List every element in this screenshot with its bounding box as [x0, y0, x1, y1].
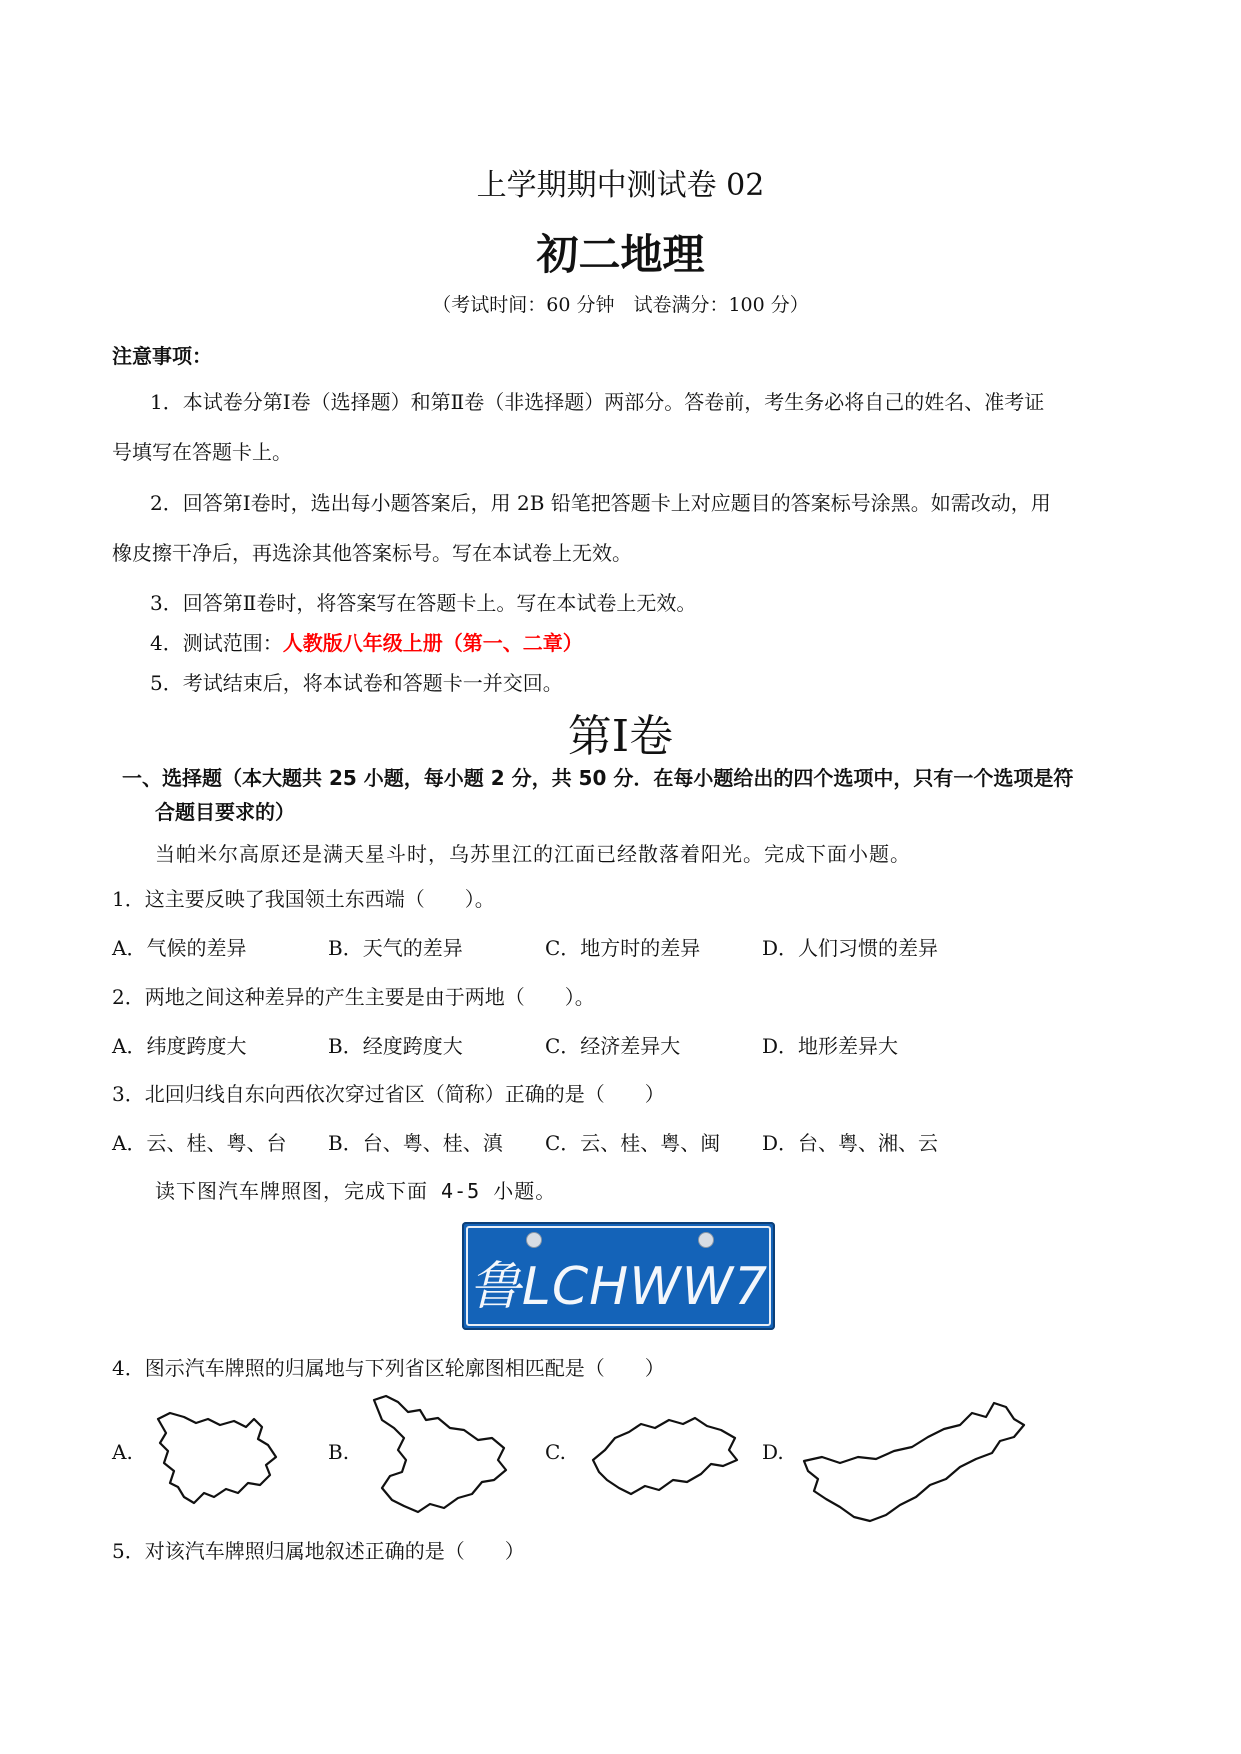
question-1-option-c: C．地方时的差异	[545, 936, 701, 960]
province-outline-a-icon	[150, 1405, 285, 1515]
question-2-option-b: B．经度跨度大	[328, 1034, 463, 1058]
question-2-option-d: D．地形差异大	[762, 1034, 899, 1058]
question-3-option-d: D．台、粤、湘、云	[762, 1131, 939, 1155]
question-4-option-d-label: D.	[762, 1440, 784, 1464]
notice-item-4	[150, 627, 583, 656]
question-1-stem: 1．这主要反映了我国领土东西端（ ）。	[112, 887, 495, 911]
notice-item-4-prefix: 4．测试范围：	[150, 631, 283, 655]
question-2-option-a: A．纬度跨度大	[112, 1034, 247, 1058]
test-scope: 人教版八年级上册（第一、二章）	[282, 631, 583, 655]
part-heading-line-2: 合题目要求的）	[155, 800, 295, 824]
question-4-option-b-label: B.	[328, 1440, 350, 1464]
notice-item-1-line-2: 号填写在答题卡上。	[112, 440, 292, 464]
province-outline-c-icon	[585, 1410, 745, 1505]
exam-meta: （考试时间：60 分钟 试卷满分：100 分）	[432, 294, 809, 316]
question-3-stem: 3．北回归线自东向西依次穿过省区（简称）正确的是（ ）	[112, 1082, 665, 1106]
question-2-stem: 2．两地之间这种差异的产生主要是由于两地（ ）。	[112, 985, 595, 1009]
question-3-option-a: A．云、桂、粤、台	[112, 1131, 287, 1155]
notice-item-3: 3．回答第Ⅱ卷时，将答案写在答题卡上。写在本试卷上无效。	[150, 591, 697, 615]
notice-item-2-line-1: 2．回答第Ⅰ卷时，选出每小题答案后，用 2B 铅笔把答题卡上对应题目的答案标号涂黑。如需改动，用	[150, 491, 1051, 515]
exam-title: 上学期期中测试卷 02	[476, 168, 765, 203]
question-1-option-a: A．气候的差异	[112, 936, 247, 960]
province-outline-d-icon	[800, 1395, 1030, 1535]
question-2-option-c: C．经济差异大	[545, 1034, 681, 1058]
question-4-option-a-label: A.	[112, 1440, 133, 1464]
question-4-option-c-label: C.	[545, 1440, 566, 1464]
question-3-option-b: B．台、粤、桂、滇	[328, 1131, 503, 1155]
question-1-option-b: B．天气的差异	[328, 936, 463, 960]
question-5-stem: 5．对该汽车牌照归属地叙述正确的是（ ）	[112, 1539, 525, 1563]
question-3-option-c: C．云、桂、粤、闽	[545, 1131, 721, 1155]
figure-intro: 读下图汽车牌照图，完成下面 4-5 小题。	[155, 1179, 557, 1203]
notice-item-2-line-2: 橡皮擦干净后，再选涂其他答案标号。写在本试卷上无效。	[112, 541, 632, 565]
license-plate-image	[462, 1222, 775, 1330]
part-heading-line-1: 一、选择题（本大题共 25 小题，每小题 2 分，共 50 分．在每小题给出的四个选项中，只有一个选项是符	[122, 766, 1074, 790]
section-title: 第Ⅰ卷	[567, 711, 674, 762]
question-4-stem: 4．图示汽车牌照的归属地与下列省区轮廓图相匹配是（ ）	[112, 1356, 665, 1380]
plate-number: 鲁LCHWW7	[468, 1257, 769, 1317]
notice-heading: 注意事项：	[112, 344, 212, 368]
question-1-option-d: D．人们习惯的差异	[762, 936, 939, 960]
province-outline-b-icon	[368, 1390, 513, 1520]
passage-intro: 当帕米尔高原还是满天星斗时，乌苏里江的江面已经散落着阳光。完成下面小题。	[155, 842, 911, 866]
notice-item-5: 5．考试结束后，将本试卷和答题卡一并交回。	[150, 671, 563, 695]
notice-item-1-line-1: 1．本试卷分第Ⅰ卷（选择题）和第Ⅱ卷（非选择题）两部分。答卷前，考生务必将自己的姓名、准考证	[150, 390, 1045, 414]
subject-title: 初二地理	[536, 230, 705, 279]
